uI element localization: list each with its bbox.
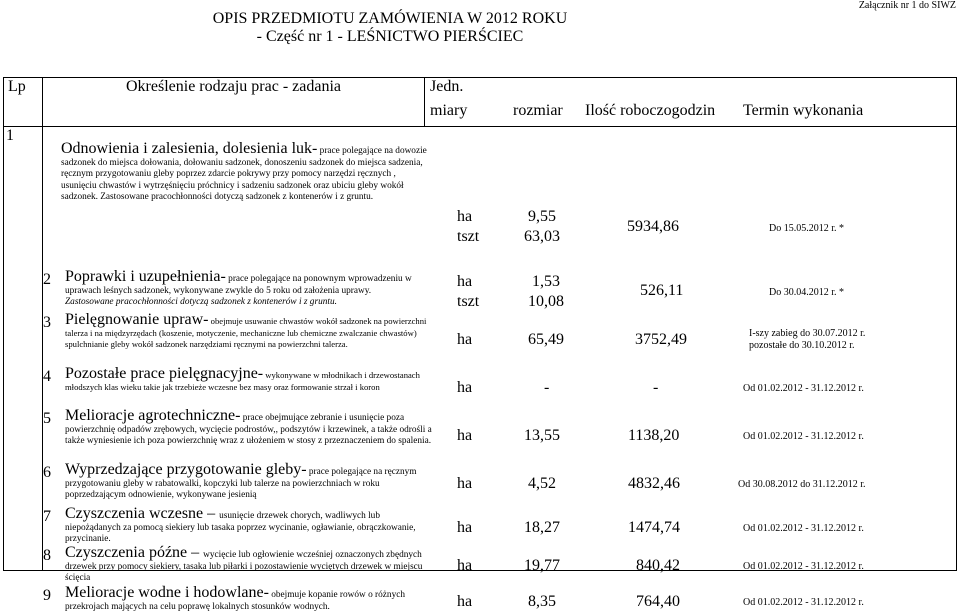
task-description: prace polegające na ponownym wprowadzeniu w uprawach leśnych sadzonek, wykonywane zwykle do 5 roku od założenia uprawy.: [65, 274, 412, 296]
task-text: [65, 584, 437, 613]
lp-value: 1: [6, 127, 14, 144]
task-heading: Melioracje agrotechniczne-: [65, 407, 241, 424]
task-hours: 4832,46: [628, 475, 680, 492]
task-hours: 526,11: [640, 282, 684, 299]
task-heading: Pozostałe prace pielęgnacyjne-: [65, 365, 264, 382]
task-hours: 764,40: [636, 593, 680, 610]
task-term: I-szy zabieg do 30.07.2012 r.: [749, 328, 866, 339]
task-text: [65, 268, 437, 309]
task-text: [65, 544, 437, 585]
task-number: 3: [43, 314, 51, 331]
header-jedn: Jedn.: [430, 78, 464, 95]
task-dash: –: [187, 544, 204, 561]
task-heading: Czyszczenia późne: [65, 544, 188, 561]
task-unit: ha: [457, 475, 473, 492]
task-description: wycięcie lub ogłowienie wcześniej oznaczonych zbędnych drzewek przy pomocy siekiery, tasaka lub piłarki i pozostawienie wyciętych drzewek w miejscu ścięcia: [65, 550, 423, 583]
task-term: Od 01.02.2012 - 31.12.2012 r.: [743, 523, 864, 534]
task-number: 8: [43, 547, 51, 564]
task-text: [65, 311, 437, 351]
task-text: [65, 461, 437, 502]
task-description: wykonywane w młodnikach i drzewostanach młodszych klas wieku takie jak trzebieże wczesne bez masy oraz formowanie strzał i koron: [65, 370, 420, 392]
task-unit: tszt: [457, 293, 480, 310]
header-ilosc: Ilość roboczogodzin: [585, 102, 716, 119]
document-title: OPIS PRZEDMIOTU ZAMÓWIENIA W 2012 ROKU: [212, 10, 568, 27]
task-unit: ha: [457, 557, 473, 574]
header-termin: Termin wykonania: [743, 102, 864, 119]
task-size: 65,49: [528, 331, 564, 348]
tasks-body: [43, 127, 957, 612]
task-unit: ha: [457, 427, 473, 444]
task-size: 10,08: [528, 293, 564, 310]
task-unit: ha: [457, 519, 473, 536]
task-hours: 5934,86: [627, 218, 679, 235]
task-heading: Czyszczenia wczesne: [65, 505, 204, 522]
task-heading: Melioracje wodne i hodowlane-: [65, 584, 269, 601]
task-description: prace polegające na ręcznym przygotowaniu gleby w rabatowalki, kopczyki lub talerze na powierzchniach w roku poprzedzającym odnowienie, wykonywane jesienią: [65, 467, 417, 500]
task-text: [61, 140, 433, 204]
task-unit: ha: [457, 593, 473, 610]
task-term: Od 01.02.2012 - 31.12.2012 r.: [743, 561, 864, 572]
task-heading: Wyprzedzające przygotowanie gleby-: [65, 461, 307, 478]
task-unit: ha: [457, 331, 473, 348]
task-term-second: pozostałe do 30.10.2012 r.: [749, 340, 855, 351]
task-heading: Odnowienia i zalesienia, dolesienia luk-: [61, 140, 318, 157]
task-size: -: [544, 379, 550, 396]
task-heading: Poprawki i uzupełnienia-: [65, 268, 226, 285]
task-size: 19,77: [524, 557, 560, 574]
document-subtitle: - Część nr 1 - LEŚNICTWO PIERŚCIEC: [256, 28, 524, 45]
task-size: 9,55: [528, 208, 556, 225]
header-miary: miary: [430, 102, 468, 119]
task-size: 8,35: [528, 593, 556, 610]
task-text: [65, 365, 437, 393]
task-hours: 1138,20: [628, 427, 680, 444]
header-lp: Lp: [4, 78, 43, 127]
header-right-group: [425, 78, 957, 127]
task-unit: ha: [457, 273, 473, 290]
task-text: [65, 407, 437, 448]
task-description: obejmuje usuwanie chwastów wokół sadzonek na powierzchni talerza i na międzyrzędach (koszenie, motyczenie, mechaniczne lub chemiczne zwalczanie chwastów) spulchnianie gleby wokół sadzonek narzędziami ręcznymi na powierzchni talerza.: [65, 316, 427, 349]
task-term: Od 01.02.2012 - 31.12.2012 r.: [743, 383, 864, 394]
task-size: 63,03: [524, 228, 560, 245]
task-unit: tszt: [457, 228, 480, 245]
header-description: Określenie rodzaju prac - zadania: [43, 78, 425, 127]
task-size: 13,55: [524, 427, 560, 444]
task-number: 5: [43, 410, 51, 427]
task-size: 1,53: [532, 273, 560, 290]
task-number: 4: [43, 368, 51, 385]
task-size: 18,27: [524, 519, 560, 536]
task-dash: –: [203, 505, 220, 522]
task-number: 7: [43, 508, 51, 525]
task-term: Od 30.08.2012 do 31.12.2012 r.: [738, 479, 866, 490]
task-term: Do 15.05.2012 r. *: [769, 223, 844, 234]
task-term: Do 30.04.2012 r. *: [769, 287, 844, 298]
lp-cell: [4, 127, 43, 571]
task-number: 2: [43, 271, 51, 288]
tasks-table: [3, 77, 957, 612]
task-unit: ha: [457, 208, 473, 225]
task-hours: 1474,74: [628, 519, 680, 536]
task-text: [65, 505, 437, 546]
task-description: obejmuje kopanie rowów o różnych przekrojach mających na celu poprawę lokalnych stosunków wodnych.: [65, 590, 405, 612]
task-description: usunięcie drzewek chorych, wadliwych lub niepożądanych za pomocą siekiery lub tasaka poprzez wycinanie, ogławianie, obrączkowanie, przycinanie.: [65, 511, 416, 544]
task-heading: Pielęgnowanie upraw-: [65, 311, 209, 328]
task-hours: 840,42: [636, 557, 680, 574]
header-rozmiar: rozmiar: [513, 102, 563, 119]
task-number: 6: [43, 464, 51, 481]
task-description: prace obejmujące zebranie i usunięcie poza powierzchnię odpadów zrębowych, wycięcie podrostów,, podszytów i krzewinek, a także odrośli a także wyniesienie ich poza powierzchnię wraz z ułożeniem w stosy z przeznaczeniem do spalenia.: [65, 413, 432, 446]
task-note: Zastosowane pracochłonności dotyczą sadzonek z kontenerów i z gruntu.: [65, 297, 337, 307]
task-number: 9: [43, 587, 51, 604]
task-description: prace polegające na dowozie sadzonek do miejsca dołowania, dołowaniu sadzonek, donoszeniu sadzonek do miejsca sadzenia, ręcznym przygotowaniu gleby poprzez zdarcie pokrywy przy pomocy narzędzi ręcznych , usunięciu chwastów i wytrzęśnięciu próchnicy i sadzeniu sadzonek oraz ubiciu gleby wokół sadzonek. Zastosowane pracochłonności dotyczą sadzonek z kontenerów i z gruntu.: [61, 146, 427, 202]
task-hours: -: [653, 379, 659, 396]
task-unit: ha: [457, 379, 473, 396]
annex-label: Załącznik nr 1 do SIWZ: [858, 0, 956, 11]
task-term: Od 01.02.2012 - 31.12.2012 r.: [743, 597, 864, 608]
task-hours: 3752,49: [635, 331, 687, 348]
task-size: 4,52: [528, 475, 556, 492]
task-term: Od 01.02.2012 - 31.12.2012 r.: [743, 431, 864, 442]
